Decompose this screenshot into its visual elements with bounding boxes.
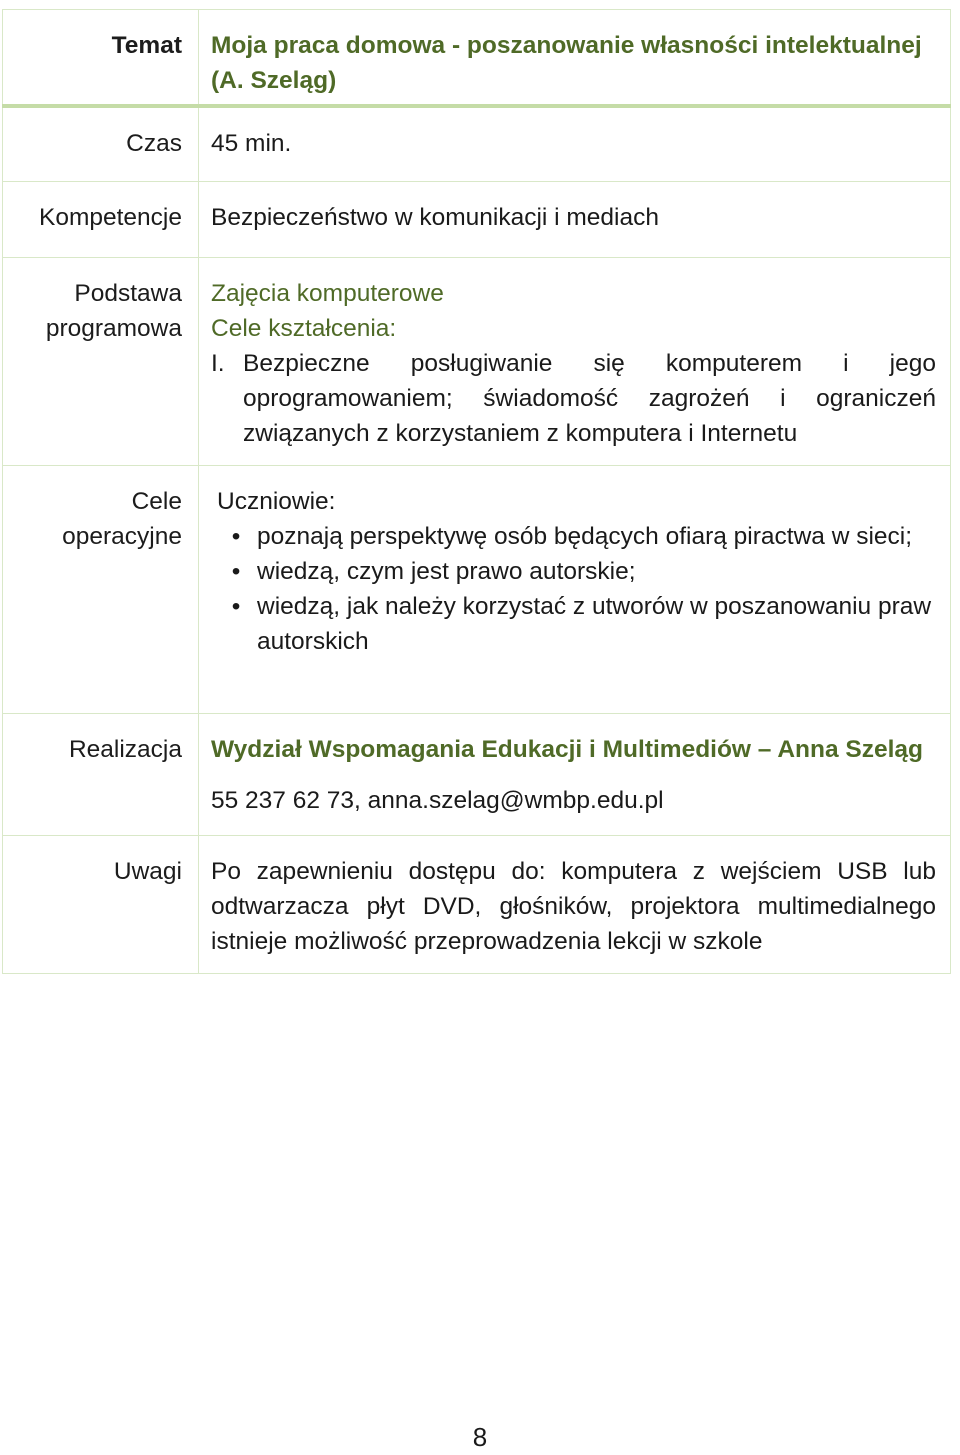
row-cele	[3, 466, 951, 714]
duration-value: 45 min.	[199, 106, 951, 182]
label-cele	[3, 466, 199, 714]
objectives-list	[215, 519, 936, 659]
row-czas	[3, 106, 951, 182]
list-item	[215, 554, 936, 589]
topic-title: Moja praca domowa - poszanowanie własności intelektualnej (A. Szeląg)	[199, 10, 951, 106]
curriculum-value	[199, 258, 951, 466]
label-kompetencje: Kompetencje	[3, 182, 199, 258]
notes-value: Po zapewnieniu dostępu do: komputera z wejściem USB lub odtwarzacza płyt DVD, głośników, projektora multimedialnego istnieje możliwość przeprowadzenia lekcji w szkole	[199, 836, 951, 974]
objectives-heading: Uczniowie:	[217, 488, 336, 515]
objectives-value	[199, 466, 951, 714]
curriculum-item-text: Bezpieczne posługiwanie się komputerem i jego oprogramowaniem; świadomość zagrożeń i ograniczeń związanych z korzystaniem z komputera i Internetu	[243, 350, 936, 447]
label-temat: Temat	[3, 10, 199, 106]
label-cele-line1: Cele	[131, 488, 182, 515]
label-realizacja: Realizacja	[3, 714, 199, 836]
objective-text: wiedzą, czym jest prawo autorskie;	[257, 558, 636, 585]
curriculum-item	[211, 346, 936, 451]
lesson-plan-table	[2, 9, 951, 974]
curriculum-item-number: I.	[211, 350, 225, 377]
row-uwagi	[3, 836, 951, 974]
bullet-icon	[215, 519, 257, 554]
row-temat	[3, 10, 951, 106]
label-uwagi: Uwagi	[3, 836, 199, 974]
list-item	[215, 589, 936, 659]
bullet-icon	[215, 554, 257, 589]
realization-contact: 55 237 62 73, anna.szelag@wmbp.edu.pl	[211, 787, 664, 814]
subject-name: Zajęcia komputerowe	[211, 280, 444, 307]
page-number: 8	[472, 1422, 488, 1452]
label-podstawa-line1: Podstawa	[74, 280, 182, 307]
list-item	[215, 519, 936, 554]
label-cele-line2: operacyjne	[62, 523, 182, 550]
bullet-icon	[215, 589, 257, 659]
goals-heading: Cele kształcenia:	[211, 315, 397, 342]
label-podstawa-line2: programowa	[45, 315, 182, 342]
realization-value	[199, 714, 951, 836]
row-podstawa	[3, 258, 951, 466]
competence-value: Bezpieczeństwo w komunikacji i mediach	[199, 182, 951, 258]
label-czas: Czas	[3, 106, 199, 182]
row-realizacja	[3, 714, 951, 836]
row-kompetencje	[3, 182, 951, 258]
objective-text: poznają perspektywę osób będących ofiarą piractwa w sieci;	[257, 523, 913, 550]
objective-text: wiedzą, jak należy korzystać z utworów w poszanowaniu praw autorskich	[257, 593, 932, 655]
realization-unit: Wydział Wspomagania Edukacji i Multimediów – Anna Szeląg	[211, 736, 923, 763]
label-podstawa	[3, 258, 199, 466]
